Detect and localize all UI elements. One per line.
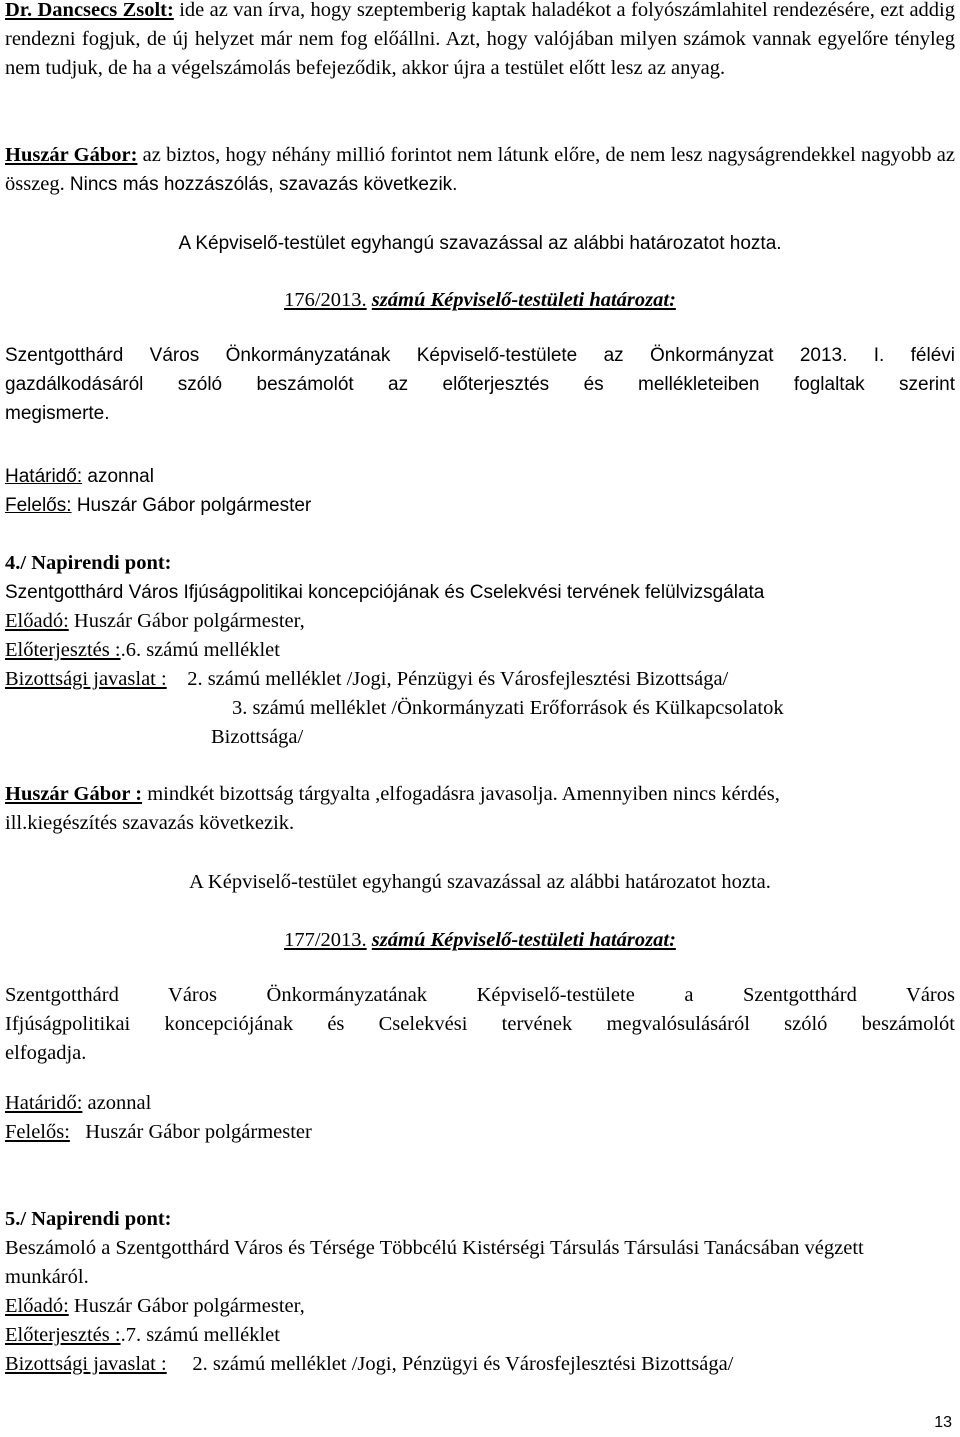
deadline-label: Határidő: — [5, 466, 83, 487]
presenter-line — [5, 607, 955, 636]
resolution-heading — [5, 286, 955, 315]
resolution-line: Szentgotthárd Város Önkormányzatának Képviselő-testülete a Szentgotthárd Város — [5, 984, 955, 1006]
responsible-line — [5, 491, 955, 520]
committee-line — [211, 723, 303, 752]
resolution-line: Szentgotthárd Város Önkormányzatának Képviselő-testülete az Önkormányzat 2013. I. félévi — [5, 345, 955, 366]
speaker-name: Huszár Gábor: — [5, 144, 138, 166]
presenter-label: Előadó: — [5, 610, 69, 632]
responsible-label: Felelős: — [5, 495, 72, 516]
deadline-value: azonnal — [87, 466, 154, 487]
committee-label: Bizottsági javaslat : — [5, 668, 167, 690]
page-number: 13 — [934, 1414, 952, 1431]
resolution-line: gazdálkodásáról szóló beszámolót az előterjesztés és mellékleteiben foglaltak szerint — [5, 374, 955, 395]
presenter-value: Huszár Gábor polgármester, — [73, 1295, 305, 1317]
speaker-name: Dr. Dancsecs Zsolt: — [5, 0, 174, 21]
resolution-line: elfogadja. — [5, 1042, 87, 1064]
responsible-value: Huszár Gábor polgármester — [76, 495, 312, 516]
paragraph-text: mindkét bizottság tárgyalta ,elfogadásra javasolja. Amennyiben nincs kérdés, ill.kiegészítés szavazás következik. — [5, 783, 780, 834]
resolution-label: számú Képviselő-testületi határozat: — [371, 929, 676, 951]
resolution-body — [5, 341, 955, 428]
committee-line — [232, 694, 784, 723]
proposal-line — [5, 636, 955, 665]
vote-statement: A Képviselő-testület egyhangú szavazással az alábbi határozatot hozta. — [189, 871, 771, 893]
responsible-label: Felelős: — [5, 1121, 70, 1143]
responsible-line — [5, 1118, 955, 1147]
committee-value: 2. számú melléklet /Jogi, Pénzügyi és Városfejlesztési Bizottsága/ — [192, 1353, 734, 1375]
committee-line — [5, 1350, 955, 1379]
agenda-item-heading: 5./ Napirendi pont: — [5, 1208, 172, 1230]
paragraph-text: az biztos, hogy néhány millió forintot nem látunk előre, de nem lesz nagyságrendekkel nagyobb az összeg. — [5, 144, 955, 195]
paragraph-text: ide az van írva, hogy szeptemberig kaptak haladékot a folyószámlahitel rendezésére, ezt addig rendezni fogjuk, de új helyzet már nem fog előállni. Azt, hogy valójában milyen számok vannak egyelőre tényleg nem tudjuk, de ha a végelszámolás befejeződik, akkor újra a testület előtt lesz az anyag. — [5, 0, 956, 79]
resolution-number: 177/2013. — [284, 929, 367, 951]
presenter-line — [5, 1292, 955, 1321]
committee-label: Bizottsági javaslat : — [5, 1353, 167, 1375]
paragraph-huszar-1 — [5, 141, 955, 199]
committee-value: 2. számú melléklet /Jogi, Pénzügyi és Városfejlesztési Bizottsága/ — [187, 668, 729, 690]
presenter-label: Előadó: — [5, 1295, 69, 1317]
resolution-label: számú Képviselő-testületi határozat: — [371, 289, 676, 311]
proposal-label: Előterjesztés : — [5, 639, 121, 661]
paragraph-dancsecs — [5, 0, 955, 83]
deadline-line — [5, 462, 955, 491]
proposal-value: .6. számú melléklet — [120, 639, 280, 661]
deadline-value: azonnal — [87, 1092, 152, 1114]
agenda-item-heading: 4./ Napirendi pont: — [5, 552, 172, 574]
resolution-number: 176/2013. — [284, 289, 367, 311]
proposal-label: Előterjesztés : — [5, 1324, 121, 1346]
presenter-value: Huszár Gábor polgármester, — [73, 610, 305, 632]
responsible-value: Huszár Gábor polgármester — [85, 1121, 312, 1143]
paragraph-huszar-2 — [5, 780, 885, 838]
resolution-line: Ifjúságpolitikai koncepciójának és Cselekvési tervének megvalósulásáról szóló beszámolót — [5, 1013, 955, 1035]
deadline-label: Határidő: — [5, 1092, 83, 1114]
agenda-item-title: Beszámoló a Szentgotthárd Város és Térsége Többcélú Kistérségi Társulás Társulási Tanácsában végzett munkáról. — [5, 1237, 864, 1288]
proposal-value: .7. számú melléklet — [120, 1324, 280, 1346]
speaker-name: Huszár Gábor : — [5, 783, 143, 805]
deadline-line — [5, 1089, 955, 1118]
paragraph-text-2: Nincs más hozzászólás, szavazás következik. — [69, 174, 458, 195]
committee-line — [5, 665, 955, 694]
resolution-line: megismerte. — [5, 403, 110, 424]
vote-statement: A Képviselő-testület egyhangú szavazással az alábbi határozatot hozta. — [178, 233, 782, 254]
resolution-body — [5, 981, 955, 1068]
resolution-heading — [5, 926, 955, 955]
committee-value: 3. számú melléklet /Önkormányzati Erőforrások és Külkapcsolatok — [232, 697, 784, 719]
committee-value: Bizottsága/ — [211, 726, 304, 748]
agenda-item-title: Szentgotthárd Város Ifjúságpolitikai koncepciójának és Cselekvési tervének felülvizsgálata — [5, 582, 765, 603]
proposal-line — [5, 1321, 955, 1350]
